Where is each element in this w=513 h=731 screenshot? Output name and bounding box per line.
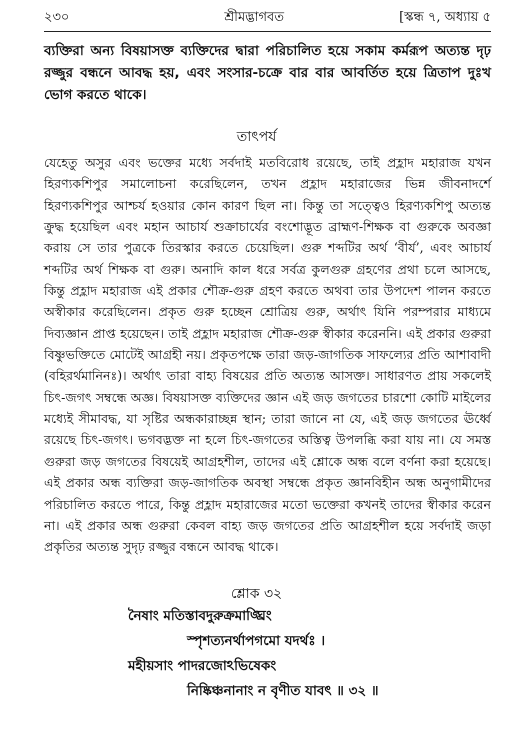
verse-line-2: স্পৃশত্যনর্থাপগমো যদর্থঃ ।: [187, 633, 326, 649]
verse-label: শ্লোক ৩২: [230, 586, 283, 602]
section-reference: [স্কন্ধ ৭, অধ্যায় ৫: [399, 9, 491, 25]
verse-line-1: নৈষাং মতিস্তাবদুরুক্রমাঙ্ঘ্রিং: [128, 608, 272, 624]
purport-body: [44, 152, 491, 558]
page-number: ২৩০: [44, 9, 70, 25]
header-rule: [44, 31, 491, 32]
book-title: শ্রীমদ্ভাগবত: [224, 9, 285, 25]
verse-line-4: নিষ্কিঞ্চনানাং ন বৃণীত যাবৎ ॥ ৩২ ॥: [187, 683, 379, 699]
purport-paragraph: যেহেতু অসুর এবং ভক্তের মধ্যে সর্বদাই মতবিরোধ রয়েছে, তাই প্রহ্লাদ মহারাজ যখন হিরণ্যকশিপুর সমালোচনা করেছিলেন, তখন প্রহ্লাদ মহারাজের ভিন্ন জীবনাদর্শে হিরণ্যকশিপুর আশ্চর্য হওয়ার কোন কারণ ছিল না। কিন্তু তা সত্ত্বেও হিরণ্যকশিপু অত্যন্ত ক্রুদ্ধ হয়েছিল এবং মহান আচার্য শুক্রাচার্যের বংশোদ্ভূত ব্রাহ্মণ-শিক্ষক বা গুরুকে অবজ্ঞা করায় সে তার পুত্রকে তিরস্কার করতে চেয়েছিল। গুরু শব্দটির অর্থ ‘বীর্য’, এবং আচার্য শব্দটির অর্থ শিক্ষক বা গুরু। অনাদি কাল ধরে সর্বত্র কুলগুরু গ্রহণের প্রথা চলে আসছে, কিন্তু প্রহ্লাদ মহারাজ এই প্রকার শৌক্র-গুরু গ্রহণ করতে অথবা তার উপদেশ পালন করতে অস্বীকার করেছিলেন। প্রকৃত গুরু হচ্ছেন শ্রোত্রিয় গুরু, অর্থাৎ যিনি পরম্পরার মাধ্যমে দিব্যজ্ঞান প্রাপ্ত হয়েছেন। তাই প্রহ্লাদ মহারাজ শৌক্র-গুরু স্বীকার করেননি। এই প্রকার গুরুরা বিষ্ণুভক্তিতে মোটেই আগ্রহী নয়। প্রকৃতপক্ষে তারা জড়-জাগতিক সাফল্যের প্রতি আশাবাদী (বহিরর্থমানিনঃ)। অর্থাৎ তারা বাহ্য বিষয়ের প্রতি অত্যন্ত আসক্ত। সাধারণত প্রায় সকলেই চিৎ-জগৎ সম্বন্ধে অজ্ঞ। বিষয়াসক্ত ব্যক্তিদের জ্ঞান এই জড় জগতের চারশো কোটি মাইলের মধ্যেই সীমাবদ্ধ, যা সৃষ্টির অন্ধকারাচ্ছন্ন স্থান; তারা জানে না যে, এই জড় জগতের ঊর্ধ্বে রয়েছে চিৎ-জগৎ। ভগবদ্ভক্ত না হলে চিৎ-জগতের অস্তিত্ব উপলব্ধি করা যায় না। যে সমস্ত গুরুরা জড় জগতের বিষয়েই আগ্রহশীল, তাদের এই শ্লোকে অন্ধ বলে বর্ণনা করা হয়েছে। এই প্রকার অন্ধ ব্যক্তিরা জড়-জাগতিক অবস্থা সম্বন্ধে প্রকৃত জ্ঞানবিহীন অন্ধ অনুগামীদের পরিচালিত করতে পারে, কিন্তু প্রহ্লাদ মহারাজের মতো ভক্তেরা কখনই তাদের স্বীকার করেন না। এই প্রকার অন্ধ গুরুরা কেবল বাহ্য জড় জগতের প্রতি আগ্রহশীল হয়ে সর্বদাই জড়া প্রকৃতির অত্যন্ত সুদৃঢ় রজ্জুর বন্ধনে আবদ্ধ থাকে।: [44, 155, 491, 555]
purport-title: তাৎপর্য: [236, 129, 277, 145]
translation-text: ব্যক্তিরা অন্য বিষয়াসক্ত ব্যক্তিদের দ্বারা পরিচালিত হয়ে সকাম কর্মরূপ অত্যন্ত দৃঢ় রজ্জুর বন্ধনে আবদ্ধ হয়, এবং সংসার-চক্রে বার বার আবর্তিত হয়ে ত্রিতাপ দুঃখ ভোগ করতে থাকে।: [44, 43, 491, 103]
verse-block: [44, 604, 491, 704]
verse-line-3: মহীয়সাং পাদরজোঽভিষেকং: [128, 658, 277, 674]
page-header: [44, 8, 491, 28]
